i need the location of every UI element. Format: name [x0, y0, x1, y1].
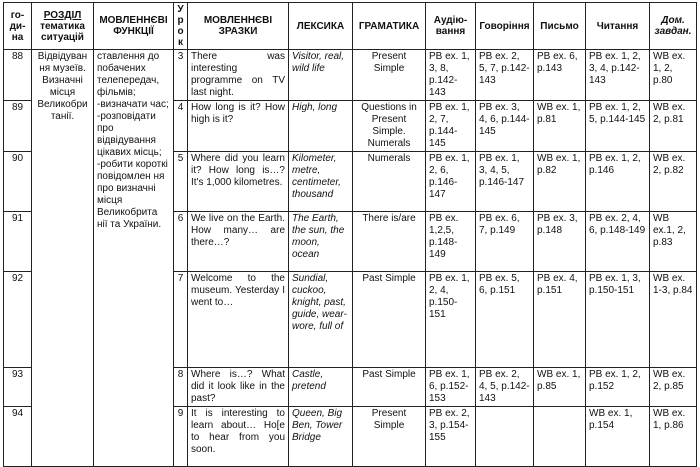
lesson-cell: 4	[174, 101, 188, 152]
vocab-cell: Queen, Big Ben, Tower Bridge	[289, 407, 353, 467]
speech-cell: Where did you learn it? How long is…? It's 1,000 kilometres.	[188, 152, 289, 212]
hour-cell: 94	[4, 407, 32, 467]
reading-cell: PB ex. 1, 2, 5, p.144-145	[586, 101, 650, 152]
homework-cell: WB ex. 2, p.82	[650, 152, 697, 212]
homework-cell: WB ex.1, 2, p.83	[650, 212, 697, 272]
lesson-cell: 6	[174, 212, 188, 272]
audio-cell: PB ex. 1, 2, 6, p.146-147	[426, 152, 476, 212]
hour-cell: 93	[4, 368, 32, 407]
hour-cell: 91	[4, 212, 32, 272]
grammar-cell: Present Simple	[353, 407, 426, 467]
header-grammar: ГРАМАТИКА	[353, 3, 426, 50]
header-lesson: У р о к	[174, 3, 188, 50]
grammar-cell: Past Simple	[353, 272, 426, 368]
hour-cell: 88	[4, 50, 32, 101]
lesson-cell: 8	[174, 368, 188, 407]
speaking-cell: PB ex. 5, 6, p.151	[476, 272, 534, 368]
grammar-cell: Present Simple	[353, 50, 426, 101]
writing-cell: PB ex. 4, p.151	[534, 272, 586, 368]
hour-cell: 92	[4, 272, 32, 368]
speech-cell: Where is…? What did it look like in the past?	[188, 368, 289, 407]
grammar-cell: Past Simple	[353, 368, 426, 407]
writing-cell	[534, 407, 586, 467]
grammar-cell: Questions in Present Simple. Numerals	[353, 101, 426, 152]
reading-cell: PB ex. 2, 4, 6, p.148-149	[586, 212, 650, 272]
table-row	[4, 50, 697, 101]
header-section-title: РОЗДІЛ	[43, 9, 82, 21]
speaking-cell: PB ex. 3, 4, 6, p.144-145	[476, 101, 534, 152]
hour-cell: 90	[4, 152, 32, 212]
lesson-plan-table	[3, 2, 697, 467]
header-reading: Читання	[586, 3, 650, 50]
header-vocab: ЛЕКСИКА	[289, 3, 353, 50]
audio-cell: PB ex. 1, 2, 7, p.144-145	[426, 101, 476, 152]
header-speech: МОВЛЕННЄВІ ЗРАЗКИ	[188, 3, 289, 50]
audio-cell: PB ex. 1, 2, 4, p.150-151	[426, 272, 476, 368]
homework-cell: WB ex. 1, 2, p.80	[650, 50, 697, 101]
reading-cell: PB ex. 1, 2, p.152	[586, 368, 650, 407]
reading-cell: WB ex. 1, p.154	[586, 407, 650, 467]
audio-cell: PB ex. 1,2,5, p.148-149	[426, 212, 476, 272]
lesson-cell: 3	[174, 50, 188, 101]
vocab-cell: The Earth, the sun, the moon, ocean	[289, 212, 353, 272]
header-hours: го-ди-на	[4, 3, 32, 50]
header-section	[32, 3, 94, 50]
writing-cell: WB ex. 1, p.85	[534, 368, 586, 407]
lesson-cell: 7	[174, 272, 188, 368]
lesson-cell: 5	[174, 152, 188, 212]
speech-cell: Welcome to the museum. Yesterday I went to…	[188, 272, 289, 368]
homework-cell: WB ex. 2, p.85	[650, 368, 697, 407]
grammar-cell: There is/are	[353, 212, 426, 272]
reading-cell: PB ex. 1, 2, 3, 4, p.142-143	[586, 50, 650, 101]
writing-cell: PB ex. 6, p.143	[534, 50, 586, 101]
header-row	[4, 3, 697, 50]
header-homework: Дом. завдан.	[650, 3, 697, 50]
header-audio: Аудію-вання	[426, 3, 476, 50]
header-writing: Письмо	[534, 3, 586, 50]
speech-cell: We live on the Earth. How many… are there…?	[188, 212, 289, 272]
homework-cell: WB ex. 1-3, p.84	[650, 272, 697, 368]
speech-cell: There was interesting programme on TV last night.	[188, 50, 289, 101]
audio-cell: PB ex. 1, 6, p.152-153	[426, 368, 476, 407]
section-cell: Відвідуван ня музеїв. Визначні місця Великобри танії.	[32, 50, 94, 467]
vocab-cell: Kilometer, metre, centimeter, thousand	[289, 152, 353, 212]
speech-cell: How long is it? How high is it?	[188, 101, 289, 152]
header-speaking: Говоріння	[476, 3, 534, 50]
speaking-cell: PB ex. 2, 4, 5, p.142-143	[476, 368, 534, 407]
functions-cell: ставлення до побачених телепередач, фільмів; -визначати час; -розповідати про відвідування цікавих місць; -робити короткі повідомлен ня про визначні місця Великобрита нії та України.	[94, 50, 174, 467]
audio-cell: PB ex. 2, 3, p.154-155	[426, 407, 476, 467]
homework-cell: WB ex. 1, p.86	[650, 407, 697, 467]
reading-cell: PB ex. 1, 2, p.146	[586, 152, 650, 212]
lesson-cell: 9	[174, 407, 188, 467]
hour-cell: 89	[4, 101, 32, 152]
vocab-cell: High, long	[289, 101, 353, 152]
speaking-cell: PB ex. 2, 5, 7, p.142-143	[476, 50, 534, 101]
reading-cell: PB ex. 1, 3, p.150-151	[586, 272, 650, 368]
audio-cell: PB ex. 1, 3, 8, p.142-143	[426, 50, 476, 101]
speaking-cell	[476, 407, 534, 467]
header-functions: МОВЛЕННЄВІ ФУНКЦІЇ	[94, 3, 174, 50]
writing-cell: WB ex. 1, p.81	[534, 101, 586, 152]
speaking-cell: PB ex. 6, 7, p.149	[476, 212, 534, 272]
vocab-cell: Sundial, cuckoo, knight, past, guide, wear-wore, full of	[289, 272, 353, 368]
speech-cell: It is interesting to learn about… Ho[e to hear from you soon.	[188, 407, 289, 467]
writing-cell: PB ex. 3, p.148	[534, 212, 586, 272]
vocab-cell: Visitor, real, wild life	[289, 50, 353, 101]
grammar-cell: Numerals	[353, 152, 426, 212]
writing-cell: WB ex. 1, p.82	[534, 152, 586, 212]
speaking-cell: PB ex. 1, 3, 4, 5, p.146-147	[476, 152, 534, 212]
homework-cell: WB ex. 2, p.81	[650, 101, 697, 152]
vocab-cell: Castle, pretend	[289, 368, 353, 407]
header-section-sub: тематика ситуацій	[40, 20, 85, 43]
